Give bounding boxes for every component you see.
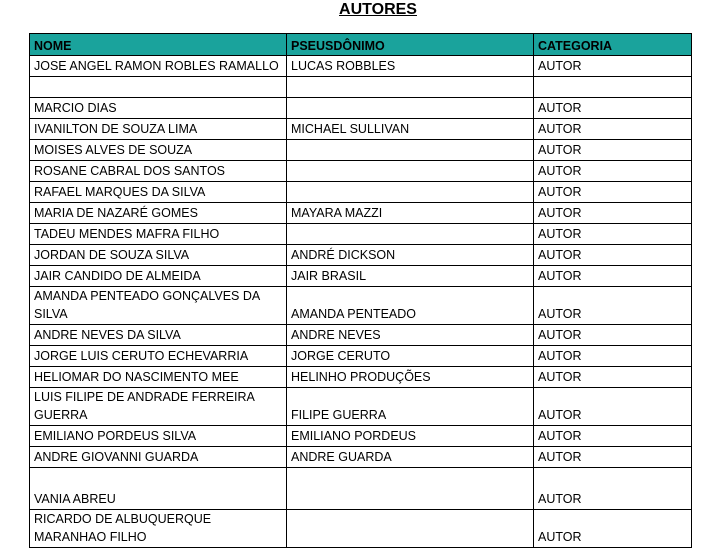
- cell-nome: AMANDA PENTEADO GONÇALVES DA SILVA: [30, 287, 287, 325]
- table-row: [30, 140, 692, 161]
- table-row: [30, 266, 692, 287]
- cell-categoria: AUTOR: [534, 56, 692, 77]
- cell-nome: MARCIO DIAS: [30, 98, 287, 119]
- table-row: [30, 245, 692, 266]
- cell-pseudonimo: [287, 468, 534, 510]
- cell-categoria: AUTOR: [534, 161, 692, 182]
- table-row: [30, 468, 692, 510]
- cell-nome: JOSE ANGEL RAMON ROBLES RAMALLO: [30, 56, 287, 77]
- cell-pseudonimo: HELINHO PRODUÇÕES: [287, 367, 534, 388]
- cell-categoria: AUTOR: [534, 325, 692, 346]
- authors-table: [29, 33, 692, 548]
- cell-pseudonimo: JAIR BRASIL: [287, 266, 534, 287]
- cell-categoria: AUTOR: [534, 140, 692, 161]
- table-row: [30, 388, 692, 426]
- cell-nome: TADEU MENDES MAFRA FILHO: [30, 224, 287, 245]
- cell-pseudonimo: [287, 140, 534, 161]
- table-row: [30, 161, 692, 182]
- cell-pseudonimo: MAYARA MAZZI: [287, 203, 534, 224]
- header-categoria: CATEGORIA: [534, 34, 692, 56]
- cell-categoria: AUTOR: [534, 510, 692, 548]
- table-row: [30, 426, 692, 447]
- table-row: [30, 56, 692, 77]
- cell-pseudonimo: [287, 161, 534, 182]
- table-row: [30, 346, 692, 367]
- cell-nome: JORDAN DE SOUZA SILVA: [30, 245, 287, 266]
- cell-nome: RAFAEL MARQUES DA SILVA: [30, 182, 287, 203]
- cell-categoria: AUTOR: [534, 367, 692, 388]
- table-row: [30, 510, 692, 548]
- table-row: [30, 119, 692, 140]
- cell-categoria: AUTOR: [534, 266, 692, 287]
- cell-nome: MARIA DE NAZARÉ GOMES: [30, 203, 287, 224]
- cell-nome: JORGE LUIS CERUTO ECHEVARRIA: [30, 346, 287, 367]
- table-row: [30, 367, 692, 388]
- cell-categoria: AUTOR: [534, 245, 692, 266]
- cell-categoria: AUTOR: [534, 203, 692, 224]
- cell-pseudonimo: EMILIANO PORDEUS: [287, 426, 534, 447]
- cell-nome: [30, 77, 287, 98]
- cell-categoria: AUTOR: [534, 98, 692, 119]
- cell-categoria: AUTOR: [534, 426, 692, 447]
- header-nome: NOME: [30, 34, 287, 56]
- header-row: [30, 34, 692, 56]
- cell-pseudonimo: [287, 77, 534, 98]
- table-row: [30, 77, 692, 98]
- cell-pseudonimo: [287, 182, 534, 203]
- cell-nome: LUIS FILIPE DE ANDRADE FERREIRA GUERRA: [30, 388, 287, 426]
- cell-nome: ANDRE GIOVANNI GUARDA: [30, 447, 287, 468]
- cell-categoria: AUTOR: [534, 346, 692, 367]
- cell-pseudonimo: FILIPE GUERRA: [287, 388, 534, 426]
- table-row: [30, 447, 692, 468]
- cell-nome: MOISES ALVES DE SOUZA: [30, 140, 287, 161]
- cell-nome: VANIA ABREU: [30, 468, 287, 510]
- cell-pseudonimo: AMANDA PENTEADO: [287, 287, 534, 325]
- table-row: [30, 224, 692, 245]
- page-title: AUTORES: [339, 1, 417, 18]
- cell-categoria: AUTOR: [534, 447, 692, 468]
- cell-nome: JAIR CANDIDO DE ALMEIDA: [30, 266, 287, 287]
- cell-categoria: AUTOR: [534, 468, 692, 510]
- cell-categoria: AUTOR: [534, 182, 692, 203]
- table-row: [30, 98, 692, 119]
- header-pseudonimo: PSEUSDÔNIMO: [287, 34, 534, 56]
- cell-categoria: AUTOR: [534, 287, 692, 325]
- cell-pseudonimo: [287, 98, 534, 119]
- cell-nome: EMILIANO PORDEUS SILVA: [30, 426, 287, 447]
- cell-nome: RICARDO DE ALBUQUERQUE MARANHAO FILHO: [30, 510, 287, 548]
- cell-pseudonimo: ANDRE GUARDA: [287, 447, 534, 468]
- cell-categoria: AUTOR: [534, 119, 692, 140]
- cell-pseudonimo: [287, 224, 534, 245]
- cell-categoria: AUTOR: [534, 388, 692, 426]
- cell-nome: HELIOMAR DO NASCIMENTO MEE: [30, 367, 287, 388]
- table-row: [30, 203, 692, 224]
- cell-categoria: [534, 77, 692, 98]
- cell-nome: ROSANE CABRAL DOS SANTOS: [30, 161, 287, 182]
- cell-pseudonimo: MICHAEL SULLIVAN: [287, 119, 534, 140]
- table-row: [30, 182, 692, 203]
- cell-pseudonimo: JORGE CERUTO: [287, 346, 534, 367]
- cell-nome: IVANILTON DE SOUZA LIMA: [30, 119, 287, 140]
- cell-pseudonimo: LUCAS ROBBLES: [287, 56, 534, 77]
- cell-pseudonimo: ANDRÉ DICKSON: [287, 245, 534, 266]
- table-row: [30, 325, 692, 346]
- cell-pseudonimo: ANDRE NEVES: [287, 325, 534, 346]
- cell-nome: ANDRE NEVES DA SILVA: [30, 325, 287, 346]
- table-row: [30, 287, 692, 325]
- cell-categoria: AUTOR: [534, 224, 692, 245]
- cell-pseudonimo: [287, 510, 534, 548]
